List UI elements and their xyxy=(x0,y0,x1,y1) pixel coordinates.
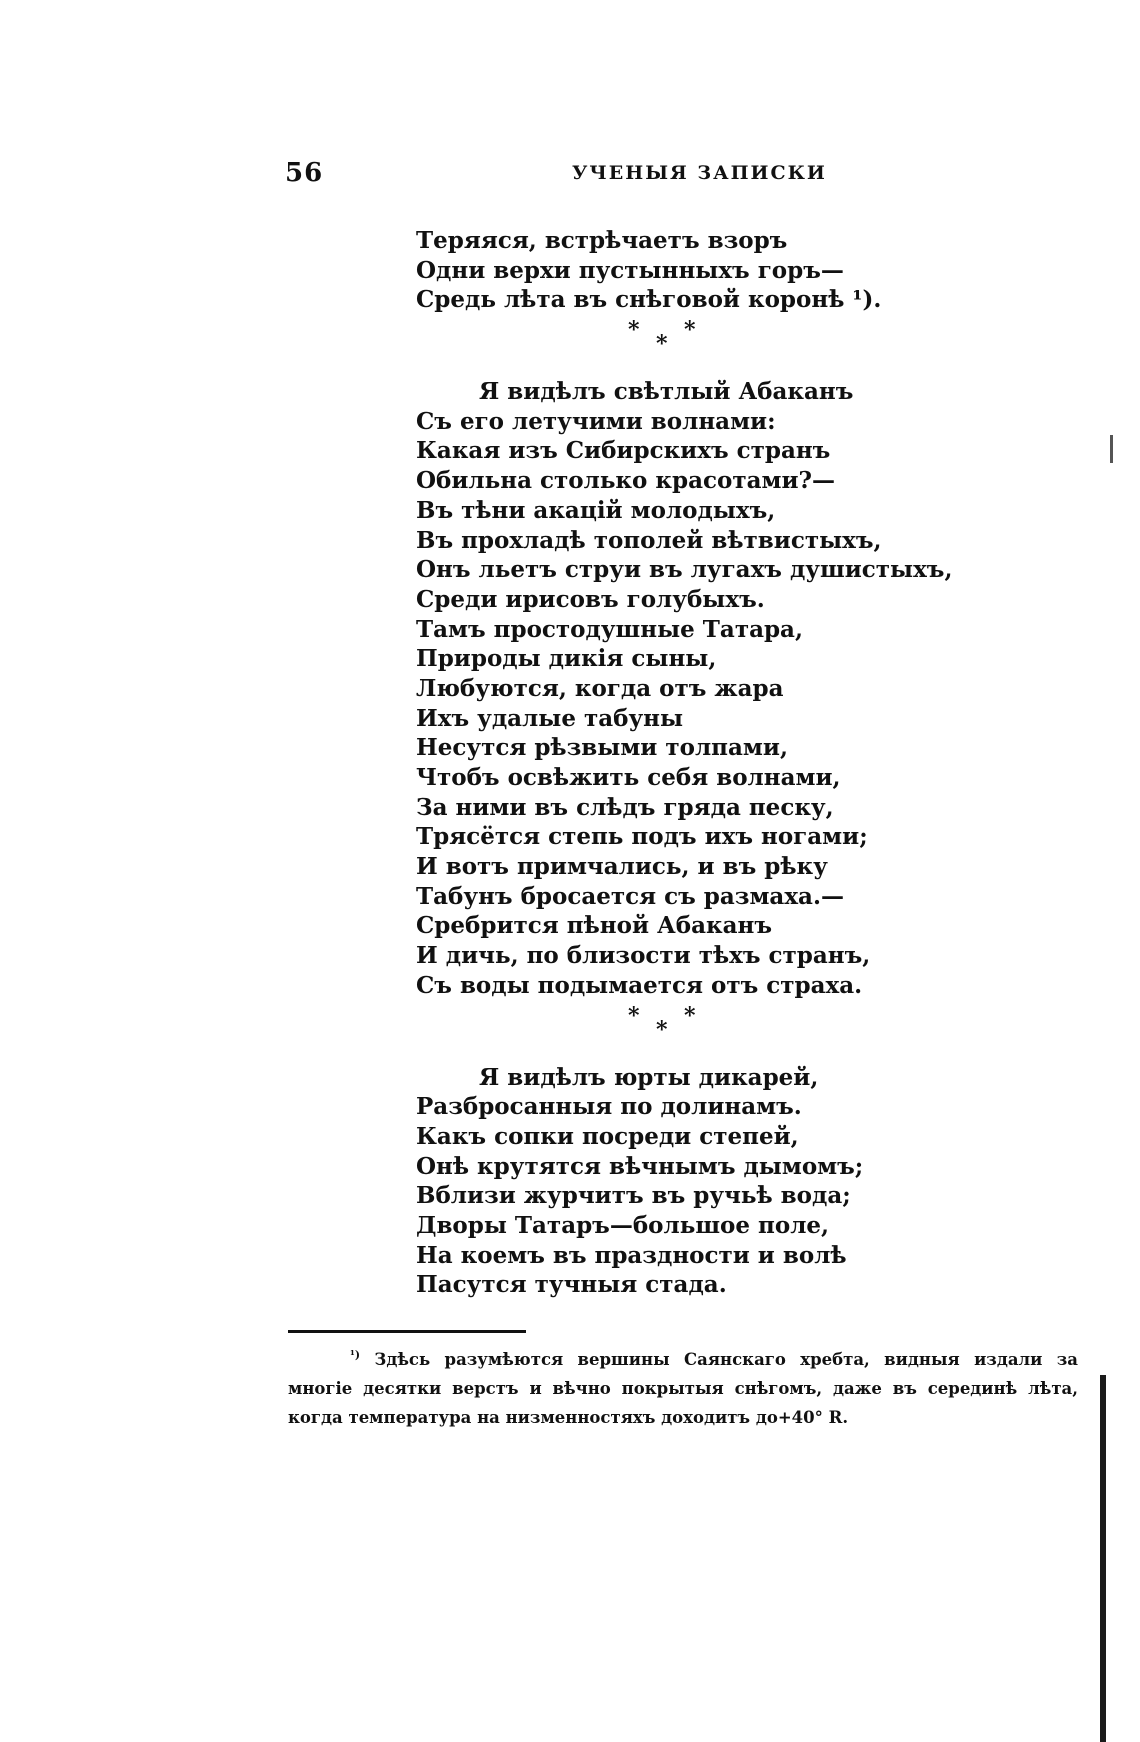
stanza-1 xyxy=(416,226,996,315)
poem-line: Трясётся степь подъ ихъ ногами; xyxy=(416,823,868,851)
scan-edge-shadow xyxy=(1100,1375,1106,1742)
poem-line: Дворы Татаръ—большое поле, xyxy=(416,1211,830,1239)
asterisk: * xyxy=(656,1016,668,1043)
poem-line: Съ его летучими волнами: xyxy=(416,407,776,435)
poem-line: Какая изъ Сибирскихъ странъ xyxy=(416,437,831,465)
poem-line: Одни верхи пустынныхъ горъ— xyxy=(416,256,844,284)
asterism-divider xyxy=(628,1001,748,1063)
poem-line: Тамъ простодушные Татара, xyxy=(416,615,803,643)
poem-line: Средь лѣта въ снѣговой коронѣ ¹). xyxy=(416,286,882,314)
poem-line: Чтобъ освѣжить себя волнами, xyxy=(416,764,841,791)
poem-line: И дичь, по близости тѣхъ странъ, xyxy=(416,942,871,970)
poem-line: Табунъ бросается съ размаха.— xyxy=(416,882,844,910)
poem-line: Съ воды подымается отъ страха. xyxy=(416,971,863,999)
poem-line: Какъ сопки посреди степей, xyxy=(416,1122,799,1150)
poem-line: Любуются, когда отъ жара xyxy=(416,674,784,702)
poem-line: Онѣ крутятся вѣчнымъ дымомъ; xyxy=(416,1152,864,1180)
asterisk: * xyxy=(684,317,696,344)
poem-line: Пасутся тучныя стада. xyxy=(416,1271,727,1299)
asterisk: * xyxy=(656,331,668,358)
poem-line: Теряяся, встрѣчаетъ взоръ xyxy=(416,227,788,254)
poem-line: Въ тѣни акацій молодыхъ, xyxy=(416,496,776,524)
footnote-marker: ¹) xyxy=(350,1348,361,1362)
poem-body xyxy=(416,226,996,1300)
footnote xyxy=(288,1345,1078,1432)
stanza-2 xyxy=(416,377,996,1000)
poem-line: Среди ирисовъ голубыхъ. xyxy=(416,585,765,613)
footnote-text: Здѣсь разумѣются вершины Саянскаго хребта, видныя издали за многіе десятки верстъ и вѣчно покрытыя снѣгомъ, даже въ серединѣ лѣта, когда температура на низменностяхъ доходитъ до+40° R. xyxy=(288,1350,1078,1427)
poem-line: Я видѣлъ свѣтлый Абаканъ xyxy=(479,378,854,406)
asterisk: * xyxy=(684,1002,696,1029)
poem-line: Сребрится пѣной Абаканъ xyxy=(416,912,772,940)
stanza-3 xyxy=(416,1063,996,1301)
poem-line: Ихъ удалые табуны xyxy=(416,704,684,732)
asterism-divider xyxy=(628,315,748,377)
page-number: 56 xyxy=(285,158,324,188)
poem-line: Онъ льетъ струи въ лугахъ душистыхъ, xyxy=(416,556,953,584)
scan-margin-mark xyxy=(1110,435,1113,463)
poem-line: Обильна столько красотами?— xyxy=(416,467,835,495)
poem-line: Разбросанныя по долинамъ. xyxy=(416,1093,802,1121)
poem-line: Несутся рѣзвыми толпами, xyxy=(416,734,788,762)
poem-line: И вотъ примчались, и въ рѣку xyxy=(416,853,828,881)
poem-line: На коемъ въ праздности и волѣ xyxy=(416,1241,847,1269)
footnote-rule xyxy=(288,1330,526,1333)
poem-line: Вблизи журчитъ въ ручьѣ вода; xyxy=(416,1182,851,1210)
poem-line: Въ прохладѣ тополей вѣтвистыхъ, xyxy=(416,526,882,554)
running-head: УЧЕНЫЯ ЗАПИСКИ xyxy=(572,162,827,184)
asterisk: * xyxy=(628,1002,640,1029)
poem-line: Я видѣлъ юрты дикарей, xyxy=(479,1063,819,1091)
poem-line: Природы дикія сыны, xyxy=(416,645,717,673)
poem-line: За ними въ слѣдъ гряда песку, xyxy=(416,793,834,821)
asterisk: * xyxy=(628,317,640,344)
